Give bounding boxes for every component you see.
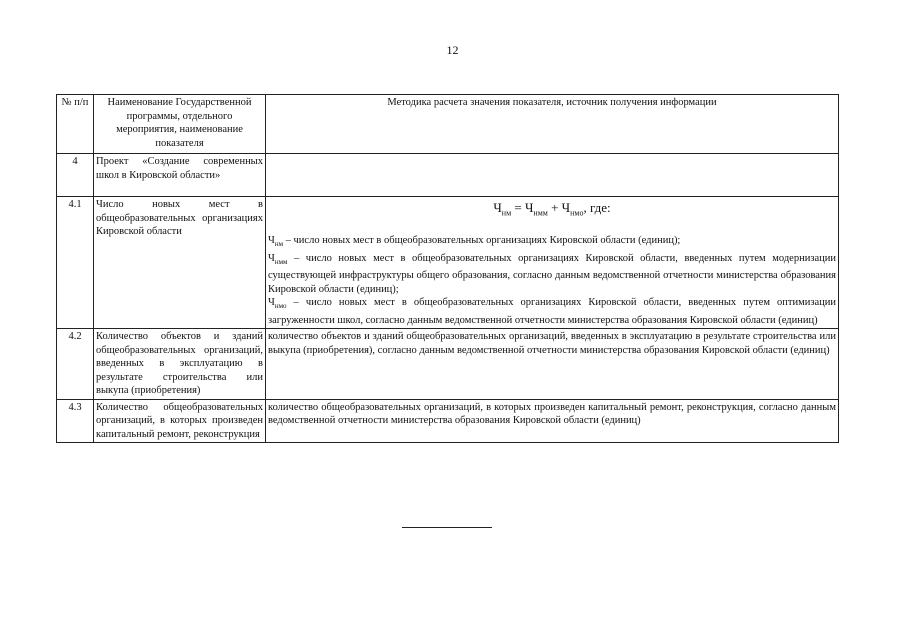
formula: $Ч_{нм} = Ч_{нмм} + Ч_{нмо}$, где: [493, 200, 611, 218]
page-number: 12 [446, 43, 459, 57]
table-header-row [57, 95, 839, 154]
row-method: количество объектов и зданий общеобразовательных организаций, введенных в эксплуатацию в результате строительства или выкупа (приобретения), согласно данным ведомственной отчетности министерства образования Кировской области (единиц) [266, 329, 839, 400]
header-num: № п/п [57, 95, 94, 154]
table-row [57, 154, 839, 197]
row-name: Количество общеобразовательных организаций, в которых произведен капитальный ремонт, реконструкция [94, 399, 266, 443]
indicator-methodology-table [56, 94, 839, 443]
row-method [266, 154, 839, 197]
row-method: количество общеобразовательных организаций, в которых произведен капитальный ремонт, реконструкция, согласно данным ведомственной отчетности министерства образования Кировской области (единиц) [266, 399, 839, 443]
row-num: 4.2 [57, 329, 94, 400]
table-row [57, 329, 839, 400]
separator-line [402, 527, 492, 528]
row-name: Проект «Создание современных школ в Кировской области» [94, 154, 266, 197]
row-num: 4.3 [57, 399, 94, 443]
header-name: Наименование Государственной программы, отдельного мероприятия, наименование показателя [94, 95, 266, 154]
table-row [57, 399, 839, 443]
definition: $Ч_{нмо}$ – число новых мест в общеобразовательных организациях Кировской области, введенных путем оптимизации загруженности школ, согласно данным ведомственной отчетности министерства образования Кировской области (единиц) [268, 297, 836, 326]
row-method [266, 197, 839, 329]
row-num: 4 [57, 154, 94, 197]
row-name: Количество объектов и зданий общеобразовательных организаций, введенных в эксплуатацию в результате строительства или выкупа (приобретения) [94, 329, 266, 400]
row-num: 4.1 [57, 197, 94, 329]
header-method: Методика расчета значения показателя, источник получения информации [266, 95, 839, 154]
definition: $Ч_{нмм}$ – число новых мест в общеобразовательных организациях Кировской области, введенных путем модернизации существующей инфраструктуры общего образования, согласно данным ведомственной отчетности министерства образования Кировской области (единиц); [268, 252, 836, 295]
table-row [57, 197, 839, 329]
definition: $Ч_{нм}$ – число новых мест в общеобразовательных организациях Кировской области (единиц); [268, 235, 681, 249]
row-name: Число новых мест в общеобразовательных организациях Кировской области [94, 197, 266, 329]
